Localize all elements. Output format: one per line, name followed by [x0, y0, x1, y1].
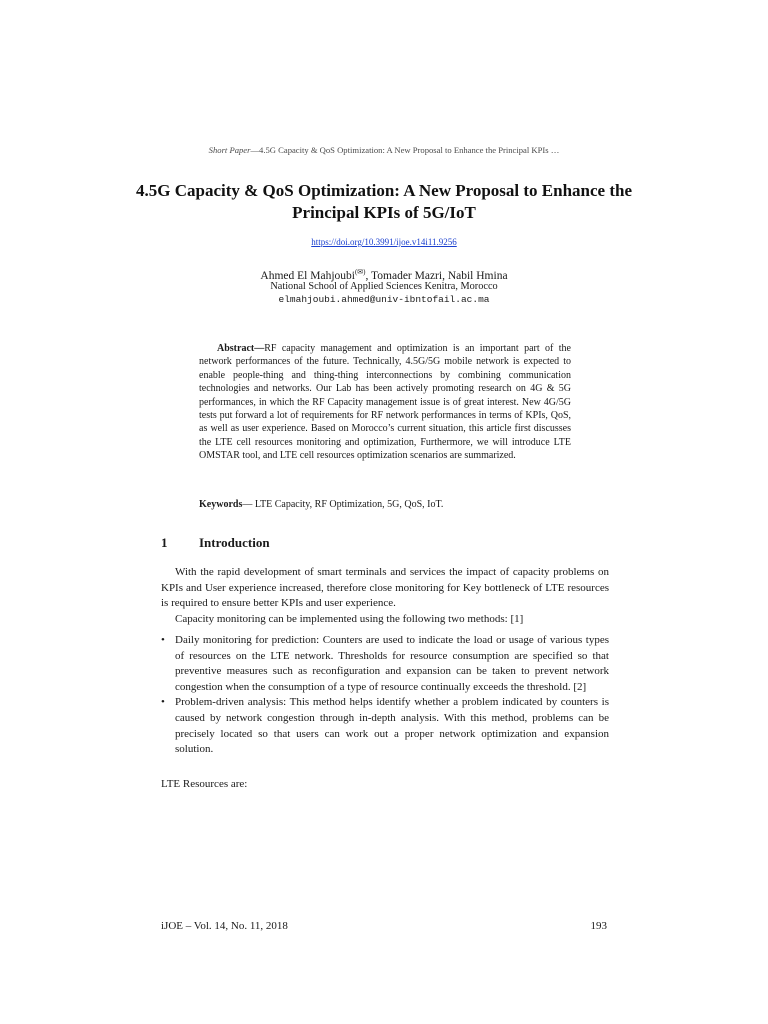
paragraph: Capacity monitoring can be implemented using the following two methods: [1]	[175, 613, 524, 625]
affiliation: National School of Applied Sciences Kenitra, Morocco	[270, 281, 498, 292]
running-head-title: —4.5G Capacity & QoS Optimization: A New Proposal to Enhance the Principal KPIs …	[250, 145, 560, 155]
abstract-text: RF capacity management and optimization is an important part of the network performances of the future. Technically, 4.5G/5G mobile network is expected to enable people-thing and thing-thing interconnections by combining communication technologies and networks. Our Lab has been actively promoting research on 4G & 5G performances, in which the RF Capacity management issue is of great interest. New 4G/5G tests put forward a lot of requirements for RF network performances in terms of KPIs, QoS, as well as user experience. Based on Morocco’s current situation, this article first discusses the LTE cell resources monitoring and optimization, Furthermore, we will introduce LTE OMSTAR tool, and LTE cell resources optimization scenarios are summarized.	[199, 343, 571, 462]
bullet-text: Daily monitoring for prediction: Counters are used to indicate the load or usage of various types of resources on the LTE network. Thresholds for resource consumption are specified so that preventive measures such as reconfiguration and expansion can be taken to prevent network congestion when the consumption of a type of resource continually exceeds the threshold. [2]	[175, 634, 609, 693]
corresponding-author-icon: (✉)	[354, 268, 366, 276]
abstract	[199, 342, 571, 463]
bullet-list	[161, 633, 609, 758]
section-number: 1	[161, 535, 168, 550]
keywords-label: Keywords	[199, 499, 243, 510]
bullet-icon: •	[161, 634, 165, 646]
journal-info: iJOE – Vol. 14, No. 11, 2018	[161, 920, 288, 932]
keywords	[199, 498, 571, 511]
doi-link[interactable]: https://doi.org/10.3991/ijoe.v14i11.9256	[311, 237, 457, 247]
page-number: 193	[590, 920, 607, 932]
section-heading	[161, 534, 270, 551]
keywords-text: — LTE Capacity, RF Optimization, 5G, QoS, IoT.	[242, 499, 444, 510]
author-email[interactable]: elmahjoubi.ahmed@univ-ibntofail.ac.ma	[278, 294, 490, 305]
list-item	[161, 695, 609, 757]
paragraph: With the rapid development of smart terminals and services the impact of capacity problems on KPIs and User experience increased, therefore close monitoring for Key bottleneck of LTE resources is required to ensure better KPIs and user experience.	[161, 566, 609, 610]
other-authors: , Tomader Mazri, Nabil Hmina	[365, 269, 508, 282]
lte-resources-text: LTE Resources are:	[161, 778, 248, 790]
bullet-icon: •	[161, 696, 165, 709]
first-author: Ahmed El Mahjoubi	[260, 269, 355, 282]
paper-title: 4.5G Capacity & QoS Optimization: A New Proposal to Enhance the Principal KPIs of 5G/IoT	[136, 181, 632, 222]
running-head-label: Short Paper	[208, 145, 251, 155]
section-title: Introduction	[199, 535, 270, 550]
bullet-text: Problem-driven analysis: This method helps identify whether a problem indicated by counters is caused by network congestion through in-depth analysis. With this method, problems can be precisely located so that users can work out a proper network optimization and expansion solution.	[175, 696, 609, 756]
list-item	[161, 633, 609, 695]
running-head	[0, 145, 768, 155]
abstract-label: Abstract—	[217, 343, 265, 354]
